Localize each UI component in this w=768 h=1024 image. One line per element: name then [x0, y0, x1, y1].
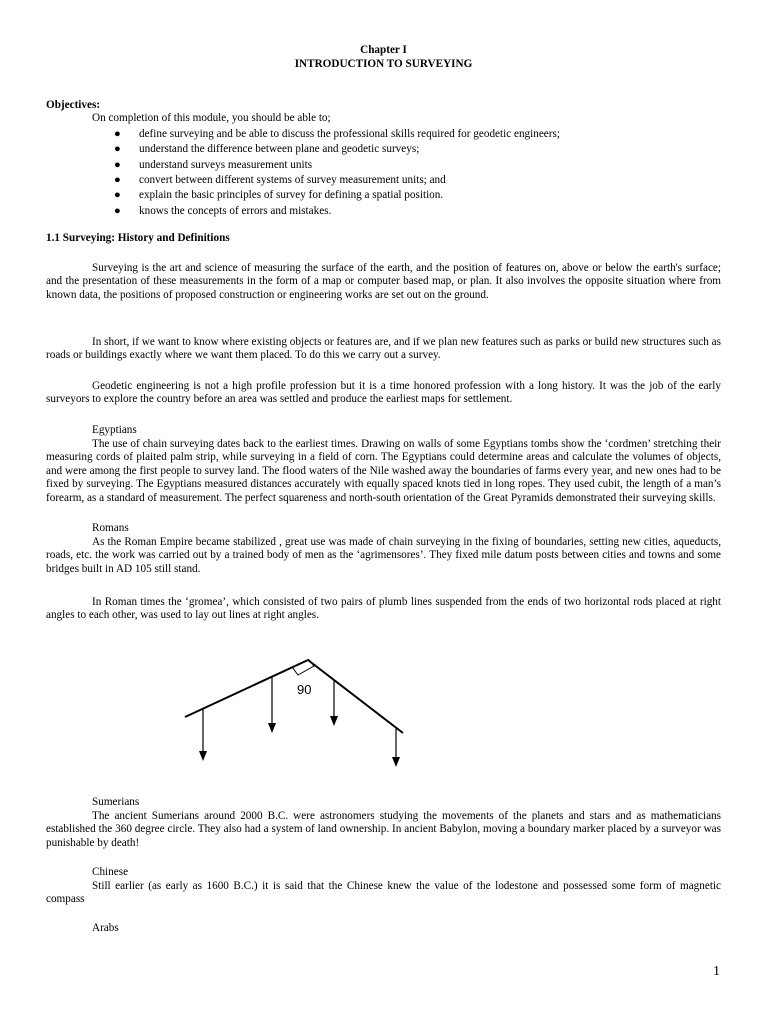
paragraph-surveying-definition: Surveying is the art and science of measuring the surface of the earth, and the position of features on, above or below the earth's surface; and the presentation of these measurements in the form of a map or computer based map, or plan. It also involves the opposite situation where from known data, the positions of proposed construction or engineering works are set out on the ground.: [46, 262, 721, 301]
egyptians-paragraph: The use of chain surveying dates back to the earliest times. Drawing on walls of some Egyptians tombs show the ‘cordmen’ stretching their measuring cords of plaited palm strip, while surveying in a field of corn. The Egyptians could determine areas and calculate the volumes of objects, and were among the first people to survey land. The flood waters of the Nile washed away the boundaries of farms every year, and new ones had to be fixed by surveying. The Egyptians measured distances accurately with equally spaced knots tied in long ropes. They used cubit, the length of a man’s forearm, as a standard of measurement. The perfect squareness and north-south orientation of the Great Pyramids demonstrated their surveying skills.: [46, 438, 721, 504]
plumb-line: [330, 680, 338, 726]
bullet-icon: ●: [114, 204, 121, 217]
paragraph-geodetic: Geodetic engineering is not a high profile profession but it is a time honored profession with a long history. It was the job of the early surveyors to explore the country before an area was settled and produce the earliest maps for settlement.: [46, 380, 721, 406]
plumb-line: [199, 708, 207, 761]
sumerians-paragraph: The ancient Sumerians around 2000 B.C. were astronomers studying the movements of the planets and stars and as mathematicians established the 360 degree circle. They also had a system of land ownership. In ancient Babylon, moving a boundary marker placed by a surveyor was punishable by death!: [46, 810, 721, 849]
arabs-heading: Arabs: [92, 922, 119, 934]
objectives-heading: Objectives:: [46, 99, 101, 111]
list-item: ● knows the concepts of errors and mistakes.: [114, 204, 332, 217]
page-number: 1: [713, 964, 720, 979]
chapter-label: Chapter I: [360, 44, 407, 56]
list-item: ● convert between different systems of survey measurement units; and: [114, 174, 446, 187]
romans-paragraph: As the Roman Empire became stabilized , great use was made of chain surveying in the fixing of boundaries, setting new cities, aqueducts, roads, etc. the work was carried out by a trained body of men as the ‘agrimensores’. They fixed mile datum posts between cities and towns and some bridges built in AD 105 still stand.: [46, 536, 721, 575]
plumb-line: [392, 728, 400, 767]
list-item: ● explain the basic principles of survey for defining a spatial position.: [114, 189, 444, 202]
objectives-list: [46, 128, 721, 218]
chinese-paragraph: Still earlier (as early as 1600 B.C.) it is said that the Chinese knew the value of the lodestone and possessed some form of magnetic compass: [46, 880, 721, 906]
bullet-icon: ●: [114, 158, 121, 171]
bullet-icon: ●: [114, 127, 121, 140]
right-rod-line: [308, 660, 403, 733]
paragraph-short: In short, if we want to know where existing objects or features are, and if we plan new features such as parks or build new structures such as roads or buildings exactly where we want them placed. To do this we carry out a survey.: [46, 336, 721, 362]
list-item: ● understand the difference between plane and geodetic surveys;: [114, 143, 420, 156]
list-item: ● understand surveys measurement units: [114, 158, 313, 171]
bullet-icon: ●: [114, 143, 121, 156]
section-heading: 1.1 Surveying: History and Definitions: [46, 232, 230, 244]
chinese-heading: Chinese: [92, 866, 129, 878]
chapter-title: INTRODUCTION TO SURVEYING: [294, 58, 473, 70]
objectives-intro: On completion of this module, you should be able to;: [92, 112, 331, 125]
gromea-diagram: [180, 655, 415, 780]
romans-heading: Romans: [92, 522, 129, 534]
bullet-icon: ●: [114, 174, 121, 187]
angle-label: 90: [297, 682, 312, 697]
egyptians-heading: Egyptians: [92, 424, 137, 436]
list-item: ● define surveying and be able to discuss the professional skills required for geodetic engineers;: [114, 127, 560, 140]
objectives-section: [46, 99, 721, 218]
sumerians-heading: Sumerians: [92, 796, 140, 808]
bullet-icon: ●: [114, 189, 121, 202]
gromea-paragraph: In Roman times the ‘gromea’, which consisted of two pairs of plumb lines suspended from the ends of two horizontal rods placed at right angles to each other, was used to lay out lines at right angles.: [46, 596, 721, 622]
plumb-line: [268, 677, 276, 733]
